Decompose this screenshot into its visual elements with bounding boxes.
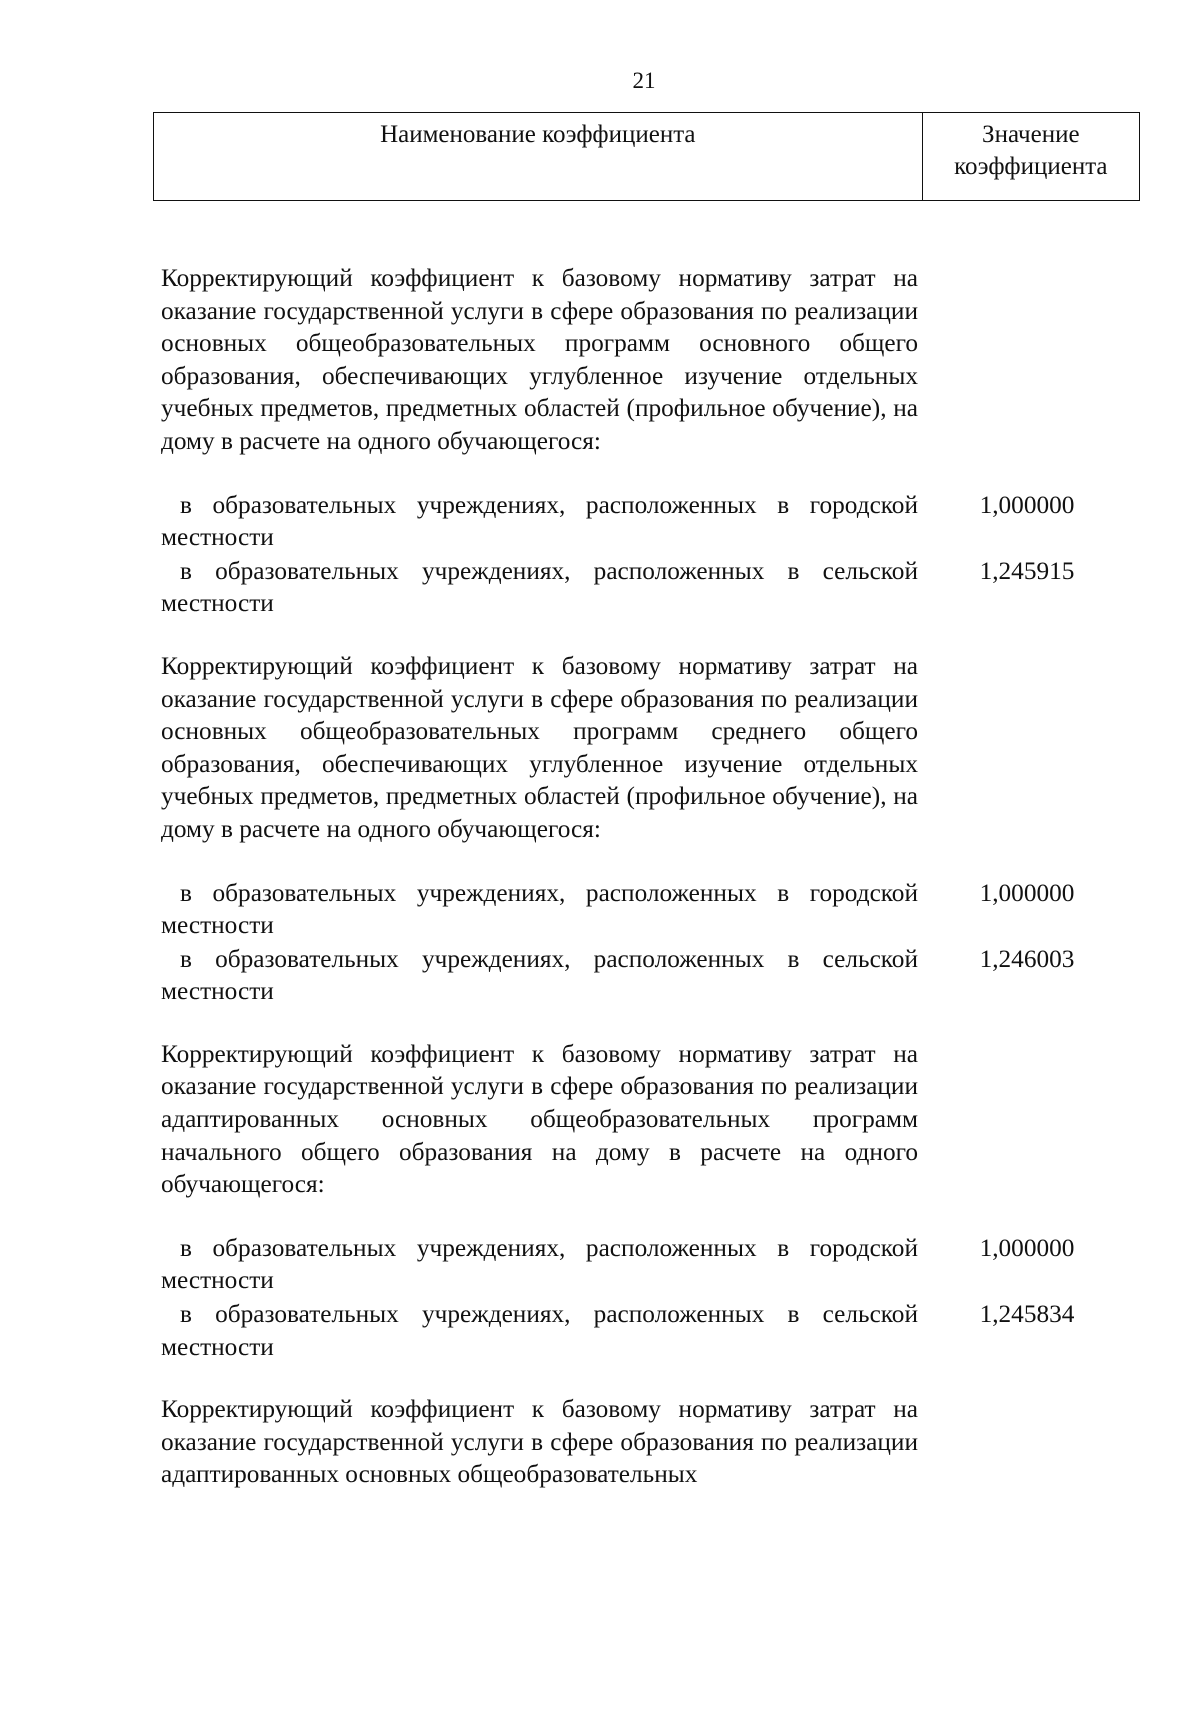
coefficient-value: 1,245915 [979,556,1075,585]
page-number: 21 [632,68,656,93]
coefficient-table-header [153,112,1140,201]
coefficient-row [161,489,1141,554]
section-heading: Корректирующий коэффициент к базовому нормативу затрат на оказание государственной услуги в сфере образования по реализации адаптированных основных общеобразовательных программ начального общего образования на дому в расчете на одного обучающегося: [161,1039,918,1199]
coefficient-value: 1,246003 [979,944,1075,973]
header-value-line1: Значение [982,121,1080,148]
header-value-column [922,113,1139,201]
section-heading: Корректирующий коэффициент к базовому нормативу затрат на оказание государственной услуги в сфере образования по реализации основных общеобразовательных программ среднего общего образования, обеспечивающих углубленное изучение отдельных учебных предметов, предметных областей (профильное обучение), на дому в расчете на одного обучающегося: [161,651,918,843]
coefficient-row [161,877,1141,942]
coefficient-label: в образовательных учреждениях, расположенных в сельской местности [161,1300,918,1361]
coefficient-row [161,555,1141,620]
coefficient-sections [161,262,1141,1521]
coefficient-value: 1,000000 [979,1233,1075,1262]
header-value-line2: коэффициента [954,153,1108,180]
coefficient-value: 1,000000 [979,878,1075,907]
header-name-column: Наименование коэффициента [154,113,923,201]
coefficient-section [161,650,1141,1008]
section-heading: Корректирующий коэффициент к базовому нормативу затрат на оказание государственной услуги в сфере образования по реализации адаптированных основных общеобразовательных [161,1395,918,1489]
coefficient-label: в образовательных учреждениях, расположенных в сельской местности [161,556,918,618]
coefficient-row [161,1298,1141,1363]
coefficient-section [161,262,1141,620]
coefficient-label: в образовательных учреждениях, расположенных в городской местности [161,490,918,552]
coefficient-row [161,943,1141,1008]
coefficient-value: 1,245834 [979,1300,1075,1329]
coefficient-label: в образовательных учреждениях, расположенных в сельской местности [161,944,918,1006]
coefficient-section [161,1038,1141,1363]
coefficient-label: в образовательных учреждениях, расположенных в городской местности [161,1233,918,1295]
section-heading: Корректирующий коэффициент к базовому нормативу затрат на оказание государственной услуги в сфере образования по реализации основных общеобразовательных программ основного общего образования, обеспечивающих углубленное изучение отдельных учебных предметов, предметных областей (профильное обучение), на дому в расчете на одного обучающегося: [161,264,918,455]
coefficient-row [161,1232,1141,1297]
coefficient-label: в образовательных учреждениях, расположенных в городской местности [161,878,918,940]
coefficient-section [161,1393,1141,1491]
coefficient-value: 1,000000 [979,490,1075,519]
